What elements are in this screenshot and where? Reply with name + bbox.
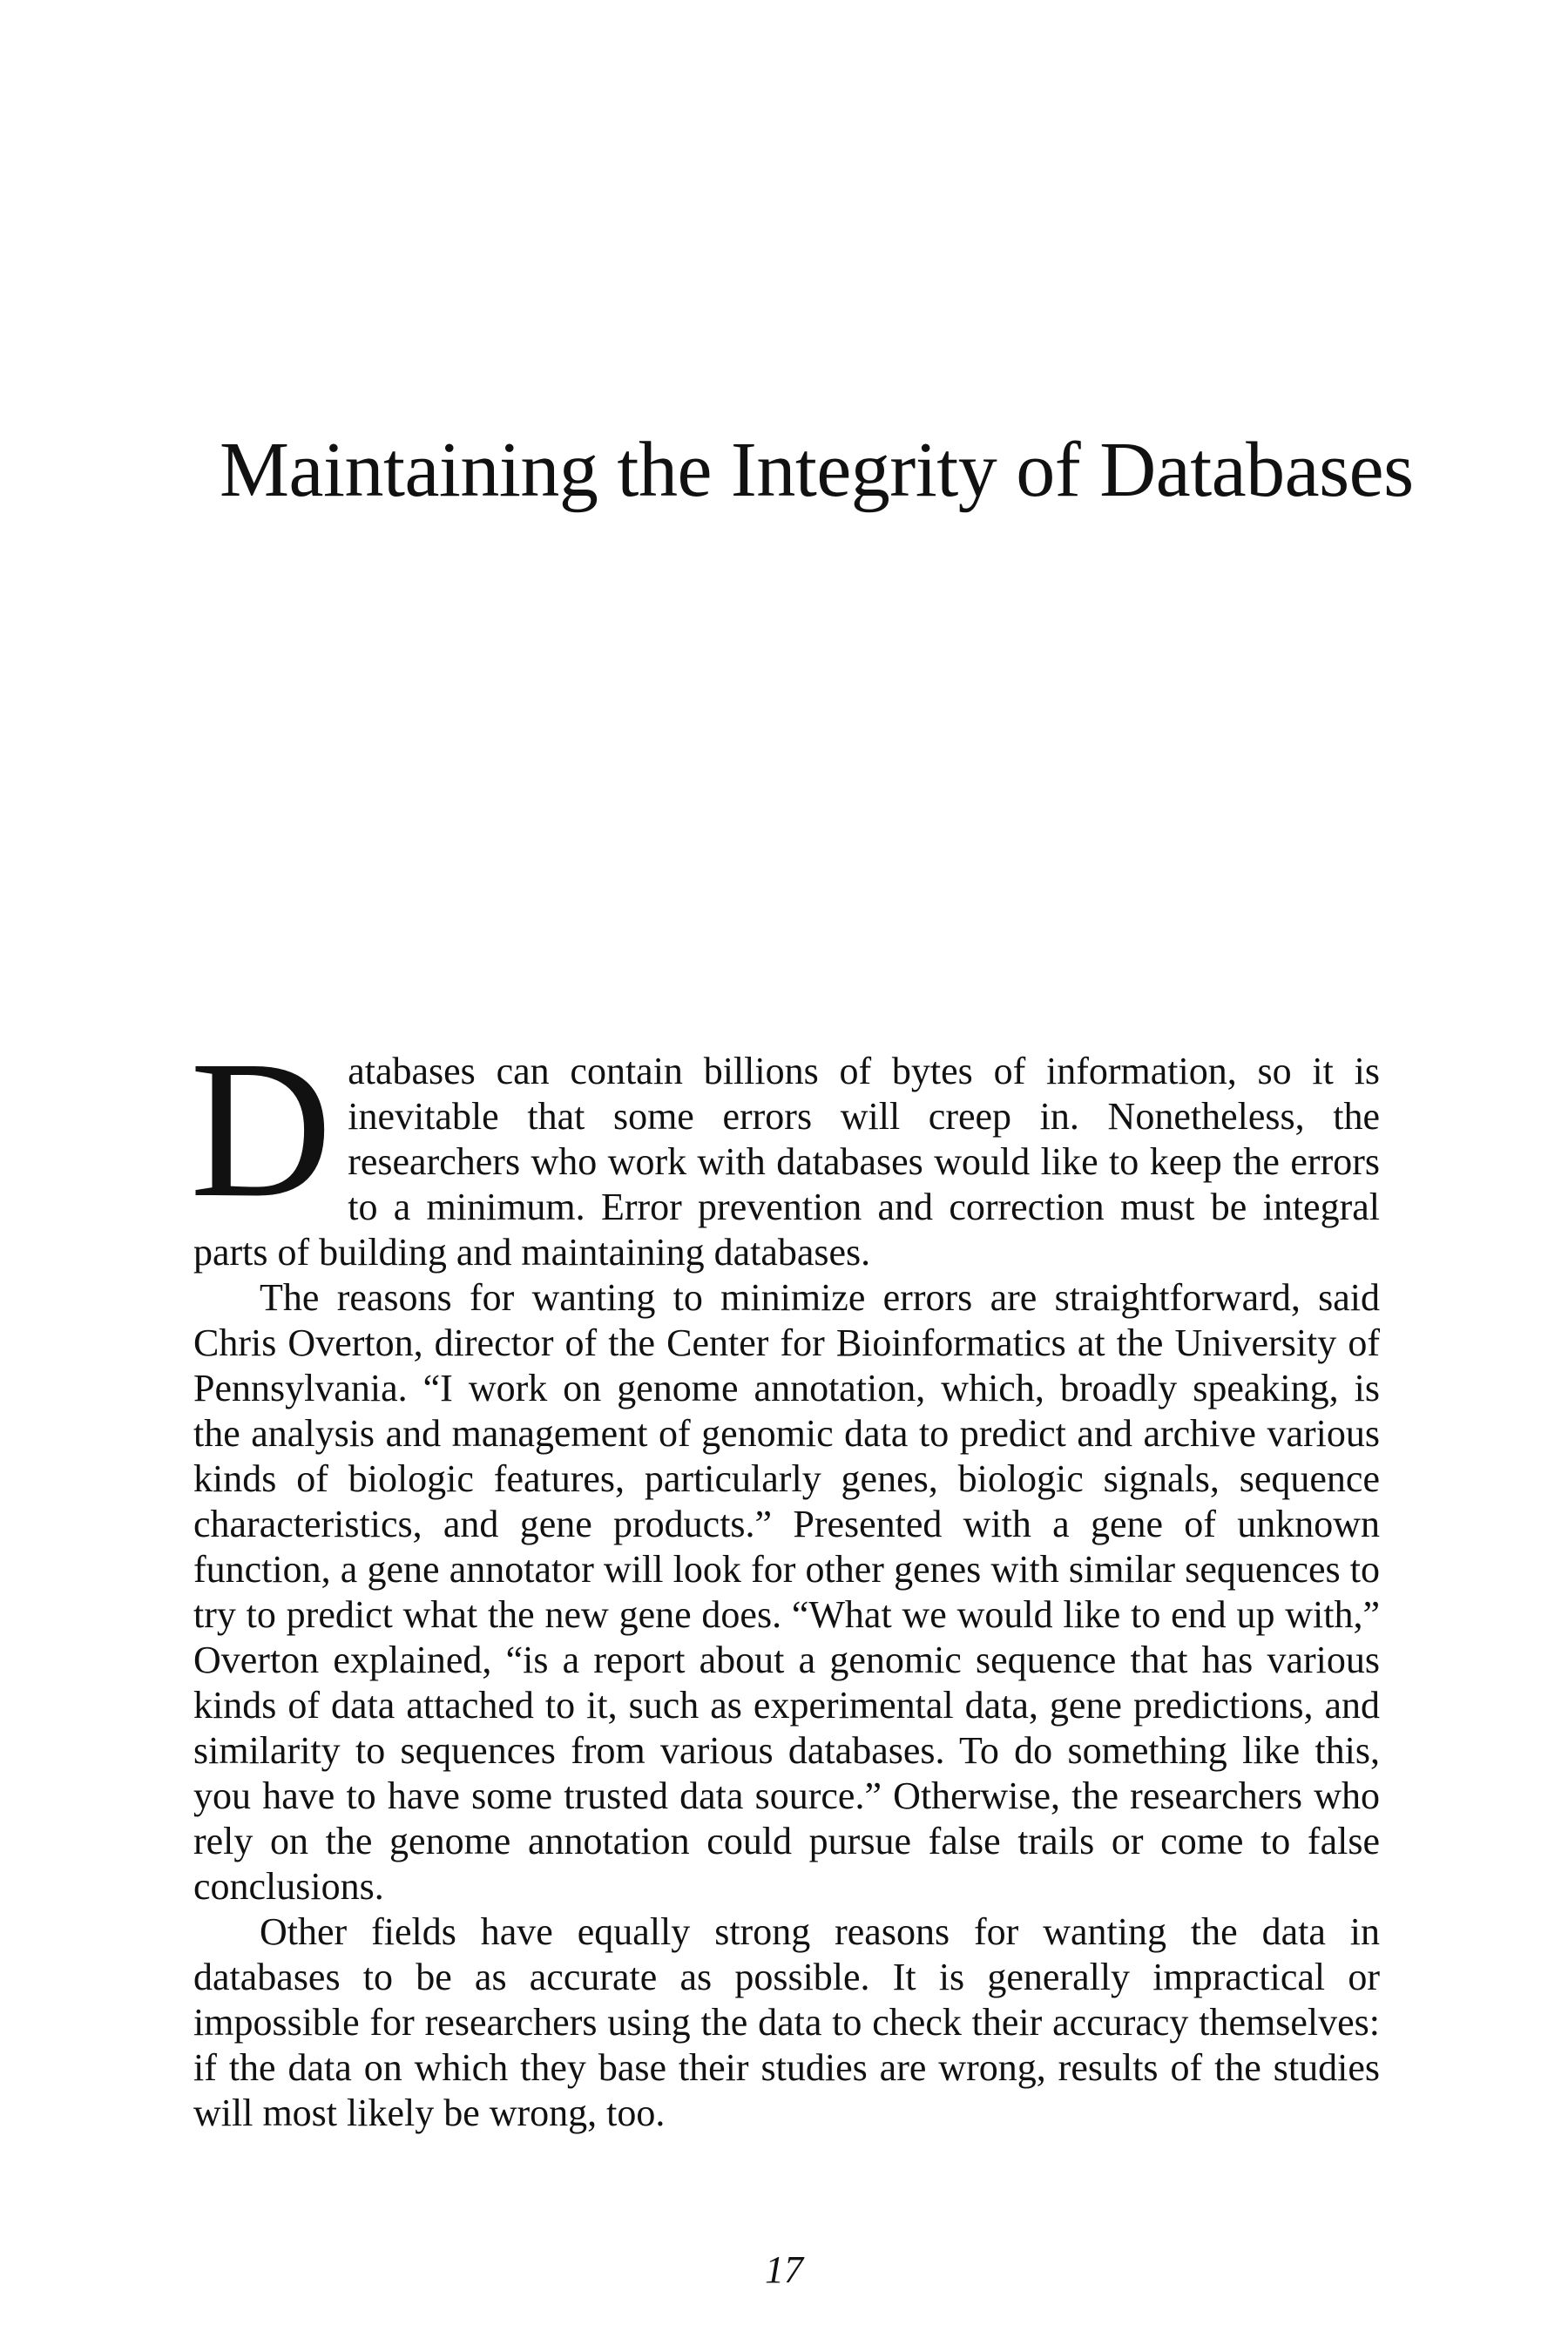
drop-cap: D <box>190 1020 333 1238</box>
chapter-title: Maintaining the Integrity of Databases <box>220 427 1414 513</box>
paragraph-3: Other fields have equally strong reasons for wanting the data in databases to be as accurate as possible. It is generally impractical or impossible for researchers using the data to check their accuracy themselves: if the data on which they base their studies are wrong, results of the studies will most likely be wrong, too. <box>193 1910 1380 2134</box>
body-text <box>190 1020 1380 2136</box>
paragraph-2: The reasons for wanting to minimize errors are straightforward, said Chris Overton, director of the Center for Bioinformatics at the University of Pennsylvania. “I work on genome annotation, which, broadly speaking, is the analysis and management of genomic data to predict and archive various kinds of biologic features, particularly genes, biologic signals, sequence characteristics, and gene products.” Presented with a gene of unknown function, a gene annotator will look for other genes with similar sequences to try to predict what the new gene does. “What we would like to end up with,” Overton explained, “is a report about a genomic sequence that has various kinds of data attached to it, such as experimental data, gene predictions, and similarity to sequences from various databases. To do something like this, you have to have some trusted data source.” Otherwise, the researchers who rely on the genome annotation could pursue false trails or come to false conclusions. <box>193 1276 1380 1908</box>
paragraph-1 <box>190 1020 1380 1275</box>
page-number: 17 <box>765 2248 803 2291</box>
paragraph-1-text: atabases can contain billions of bytes of information, so it is inevitable that some errors will creep in. Nonetheless, the researchers who work with databases would like to keep the errors to a minimum. Error prevention and correction must be integral parts of building and maintaining databases. <box>193 1050 1380 1274</box>
